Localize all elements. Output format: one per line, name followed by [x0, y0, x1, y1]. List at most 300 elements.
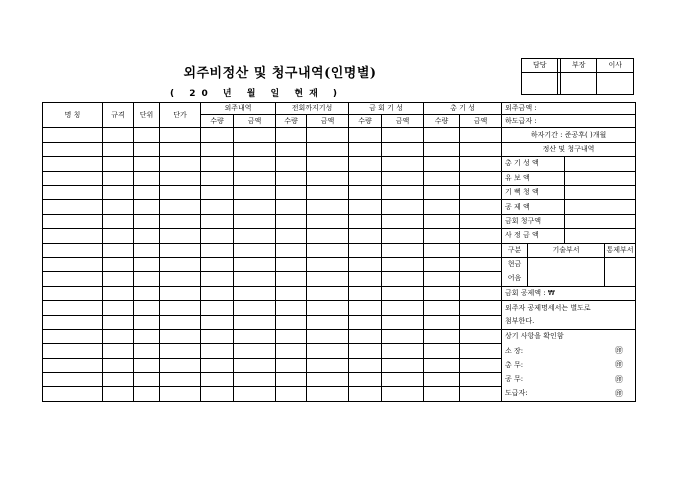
- entry-cell[interactable]: [276, 157, 307, 171]
- entry-cell[interactable]: [160, 142, 201, 156]
- column-header-name: 명 칭: [43, 103, 103, 128]
- settlement-row-label: 총 기 성 액: [502, 157, 565, 171]
- settlement-row-label: 유 보 액: [502, 171, 565, 185]
- entry-cell[interactable]: [201, 358, 234, 372]
- column-header-qty: 수량: [201, 115, 234, 128]
- entry-cell[interactable]: [460, 257, 502, 271]
- entry-cell[interactable]: [134, 214, 160, 228]
- entry-cell[interactable]: [201, 329, 234, 343]
- column-group-previous: 전회까지기성: [276, 103, 349, 115]
- table-row: [43, 142, 636, 156]
- entry-cell[interactable]: [234, 128, 276, 142]
- entry-cell[interactable]: [424, 358, 460, 372]
- table-row: [43, 329, 636, 343]
- entry-cell[interactable]: [234, 229, 276, 243]
- entry-cell[interactable]: [307, 243, 349, 257]
- entry-cell[interactable]: [276, 358, 307, 372]
- entry-cell[interactable]: [43, 329, 103, 343]
- entry-cell[interactable]: [160, 214, 201, 228]
- signer-label: 공 무:: [502, 373, 565, 387]
- column-group-current: 금 회 기 성: [349, 103, 424, 115]
- entry-cell[interactable]: [201, 286, 234, 300]
- entry-cell[interactable]: [134, 373, 160, 387]
- entry-cell[interactable]: [103, 200, 134, 214]
- entry-cell[interactable]: [307, 286, 349, 300]
- entry-cell[interactable]: [307, 315, 349, 329]
- entry-cell[interactable]: [134, 286, 160, 300]
- column-header-qty: 수량: [276, 115, 307, 128]
- entry-cell[interactable]: [134, 387, 160, 402]
- table-row: [43, 214, 636, 228]
- entry-cell[interactable]: [43, 315, 103, 329]
- entry-cell[interactable]: [234, 387, 276, 402]
- column-header-amount: 금액: [234, 115, 276, 128]
- entry-cell[interactable]: [424, 344, 460, 358]
- table-row: [43, 387, 636, 402]
- entry-cell[interactable]: [234, 157, 276, 171]
- column-header-amount: 금액: [460, 115, 502, 128]
- entry-cell[interactable]: [276, 171, 307, 185]
- entry-cell[interactable]: [201, 128, 234, 142]
- entry-cell[interactable]: [103, 272, 134, 286]
- entry-cell[interactable]: [424, 229, 460, 243]
- entry-cell[interactable]: [43, 171, 103, 185]
- entry-cell[interactable]: [424, 200, 460, 214]
- entry-cell[interactable]: [349, 243, 382, 257]
- entry-cell[interactable]: [276, 142, 307, 156]
- entry-cell[interactable]: [382, 315, 424, 329]
- settlement-row-value[interactable]: [565, 214, 636, 228]
- entry-cell[interactable]: [307, 142, 349, 156]
- entry-cell[interactable]: [307, 257, 349, 271]
- entry-cell[interactable]: [43, 257, 103, 271]
- entry-cell[interactable]: [103, 229, 134, 243]
- entry-cell[interactable]: [349, 286, 382, 300]
- entry-cell[interactable]: [349, 387, 382, 402]
- entry-cell[interactable]: [160, 344, 201, 358]
- entry-cell[interactable]: [234, 344, 276, 358]
- entry-cell[interactable]: [160, 329, 201, 343]
- approval-box: [521, 58, 634, 95]
- seal-icon: ㊞: [565, 387, 636, 402]
- approval-sign-cell[interactable]: [522, 73, 558, 95]
- entry-cell[interactable]: [160, 373, 201, 387]
- signer-label: 총 무:: [502, 358, 565, 372]
- entry-cell[interactable]: [307, 358, 349, 372]
- entry-cell[interactable]: [134, 171, 160, 185]
- column-header-qty: 수량: [349, 115, 382, 128]
- signer-label: 도급자:: [502, 387, 565, 402]
- settlement-table: [42, 102, 636, 402]
- entry-cell[interactable]: [103, 344, 134, 358]
- deadline-label: 하자기간 : 준공후( )개월: [502, 128, 636, 142]
- settlement-row-value[interactable]: [565, 229, 636, 243]
- entry-cell[interactable]: [43, 272, 103, 286]
- entry-cell[interactable]: [349, 142, 382, 156]
- table-row: [43, 286, 636, 300]
- entry-cell[interactable]: [160, 301, 201, 315]
- entry-cell[interactable]: [307, 229, 349, 243]
- entry-cell[interactable]: [234, 315, 276, 329]
- deduction-label: 금회 공제액 : ₩: [502, 286, 636, 300]
- entry-cell[interactable]: [234, 358, 276, 372]
- entry-cell[interactable]: [160, 358, 201, 372]
- entry-cell[interactable]: [201, 142, 234, 156]
- table-row: [43, 186, 636, 200]
- entry-cell[interactable]: [276, 387, 307, 402]
- settlement-row-value[interactable]: [565, 200, 636, 214]
- entry-cell[interactable]: [382, 387, 424, 402]
- entry-cell[interactable]: [43, 142, 103, 156]
- entry-cell[interactable]: [460, 344, 502, 358]
- signer-label: 소 장:: [502, 344, 565, 358]
- entry-cell[interactable]: [234, 257, 276, 271]
- entry-cell[interactable]: [349, 301, 382, 315]
- entry-cell[interactable]: [43, 128, 103, 142]
- entry-cell[interactable]: [424, 257, 460, 271]
- settlement-row-label: 금회 청구액: [502, 214, 565, 228]
- entry-cell[interactable]: [103, 214, 134, 228]
- entry-cell[interactable]: [349, 157, 382, 171]
- remark-line: 첨부한다.: [502, 315, 636, 329]
- entry-cell[interactable]: [201, 157, 234, 171]
- entry-cell[interactable]: [234, 142, 276, 156]
- entry-cell[interactable]: [460, 315, 502, 329]
- column-header-unit: 단위: [134, 103, 160, 128]
- table-row: [43, 301, 636, 315]
- entry-cell[interactable]: [103, 373, 134, 387]
- entry-cell[interactable]: [382, 128, 424, 142]
- entry-cell[interactable]: [349, 257, 382, 271]
- entry-cell[interactable]: [234, 214, 276, 228]
- control-dept-label: 통제부서: [605, 243, 636, 257]
- entry-cell[interactable]: [382, 200, 424, 214]
- entry-cell[interactable]: [307, 186, 349, 200]
- entry-cell[interactable]: [160, 257, 201, 271]
- subcontractor-label: 하도급자 :: [502, 115, 636, 128]
- entry-cell[interactable]: [276, 243, 307, 257]
- entry-cell[interactable]: [307, 387, 349, 402]
- entry-cell[interactable]: [276, 301, 307, 315]
- entry-cell[interactable]: [382, 157, 424, 171]
- entry-cell[interactable]: [349, 214, 382, 228]
- entry-cell[interactable]: [160, 200, 201, 214]
- table-row: [43, 157, 636, 171]
- entry-cell[interactable]: [103, 315, 134, 329]
- entry-cell[interactable]: [382, 272, 424, 286]
- entry-cell[interactable]: [234, 243, 276, 257]
- entry-cell[interactable]: [43, 344, 103, 358]
- entry-cell[interactable]: [201, 315, 234, 329]
- entry-cell[interactable]: [134, 301, 160, 315]
- entry-cell[interactable]: [103, 157, 134, 171]
- entry-cell[interactable]: [307, 373, 349, 387]
- entry-cell[interactable]: [276, 186, 307, 200]
- entry-cell[interactable]: [134, 157, 160, 171]
- entry-cell[interactable]: [103, 257, 134, 271]
- entry-cell[interactable]: [307, 171, 349, 185]
- entry-cell[interactable]: [460, 373, 502, 387]
- entry-cell[interactable]: [43, 229, 103, 243]
- entry-cell[interactable]: [349, 128, 382, 142]
- entry-cell[interactable]: [460, 157, 502, 171]
- entry-cell[interactable]: [382, 243, 424, 257]
- entry-cell[interactable]: [276, 272, 307, 286]
- entry-cell[interactable]: [460, 200, 502, 214]
- entry-cell[interactable]: [43, 200, 103, 214]
- entry-cell[interactable]: [424, 272, 460, 286]
- entry-cell[interactable]: [201, 214, 234, 228]
- entry-cell[interactable]: [103, 358, 134, 372]
- approval-label-manager: 부장: [560, 59, 596, 73]
- entry-cell[interactable]: [382, 142, 424, 156]
- entry-cell[interactable]: [460, 171, 502, 185]
- entry-cell[interactable]: [349, 358, 382, 372]
- document-date: ( 20 년 월 일 현재 ): [170, 89, 344, 99]
- entry-cell[interactable]: [460, 358, 502, 372]
- entry-cell[interactable]: [349, 272, 382, 286]
- entry-cell[interactable]: [160, 243, 201, 257]
- entry-cell[interactable]: [43, 286, 103, 300]
- entry-cell[interactable]: [234, 301, 276, 315]
- entry-cell[interactable]: [160, 157, 201, 171]
- entry-cell[interactable]: [424, 186, 460, 200]
- entry-cell[interactable]: [276, 214, 307, 228]
- table-row: [43, 358, 636, 372]
- entry-cell[interactable]: [201, 387, 234, 402]
- entry-cell[interactable]: [424, 301, 460, 315]
- entry-cell[interactable]: [134, 229, 160, 243]
- entry-cell[interactable]: [382, 373, 424, 387]
- entry-cell[interactable]: [103, 301, 134, 315]
- entry-cell[interactable]: [382, 286, 424, 300]
- column-header-amount: 금액: [307, 115, 349, 128]
- entry-cell[interactable]: [134, 243, 160, 257]
- entry-cell[interactable]: [460, 329, 502, 343]
- column-header-amount: 금액: [382, 115, 424, 128]
- entry-cell[interactable]: [460, 272, 502, 286]
- settlement-row-value[interactable]: [565, 186, 636, 200]
- entry-cell[interactable]: [234, 329, 276, 343]
- entry-cell[interactable]: [349, 171, 382, 185]
- entry-cell[interactable]: [307, 272, 349, 286]
- entry-cell[interactable]: [201, 257, 234, 271]
- settlement-row-value[interactable]: [565, 171, 636, 185]
- entry-cell[interactable]: [201, 301, 234, 315]
- entry-cell[interactable]: [234, 171, 276, 185]
- entry-cell[interactable]: [134, 186, 160, 200]
- tech-dept-sign[interactable]: [528, 257, 605, 286]
- entry-cell[interactable]: [43, 358, 103, 372]
- entry-cell[interactable]: [276, 329, 307, 343]
- entry-cell[interactable]: [424, 387, 460, 402]
- settlement-row-label: 기 뻑 청 액: [502, 186, 565, 200]
- entry-cell[interactable]: [103, 186, 134, 200]
- entry-cell[interactable]: [276, 257, 307, 271]
- entry-cell[interactable]: [307, 214, 349, 228]
- entry-cell[interactable]: [201, 344, 234, 358]
- entry-cell[interactable]: [160, 128, 201, 142]
- entry-cell[interactable]: [424, 315, 460, 329]
- entry-cell[interactable]: [382, 329, 424, 343]
- entry-cell[interactable]: [460, 243, 502, 257]
- entry-cell[interactable]: [103, 286, 134, 300]
- approval-sign-cell[interactable]: [597, 73, 634, 95]
- table-row: [43, 171, 636, 185]
- table-row: [43, 243, 636, 257]
- table-row: [43, 257, 636, 271]
- entry-cell[interactable]: [201, 200, 234, 214]
- entry-cell[interactable]: [349, 329, 382, 343]
- entry-cell[interactable]: [382, 301, 424, 315]
- control-dept-sign[interactable]: [605, 257, 636, 286]
- entry-cell[interactable]: [460, 214, 502, 228]
- entry-cell[interactable]: [201, 243, 234, 257]
- entry-cell[interactable]: [160, 315, 201, 329]
- entry-cell[interactable]: [201, 186, 234, 200]
- entry-cell[interactable]: [460, 128, 502, 142]
- entry-cell[interactable]: [424, 286, 460, 300]
- entry-cell[interactable]: [424, 171, 460, 185]
- entry-cell[interactable]: [160, 286, 201, 300]
- entry-cell[interactable]: [134, 315, 160, 329]
- entry-cell[interactable]: [103, 329, 134, 343]
- entry-cell[interactable]: [276, 128, 307, 142]
- entry-cell[interactable]: [349, 373, 382, 387]
- confirm-label: 상기 사항을 확인함: [502, 329, 636, 343]
- entry-cell[interactable]: [134, 142, 160, 156]
- entry-cell[interactable]: [234, 286, 276, 300]
- approval-sign-cell[interactable]: [560, 73, 596, 95]
- table-row: [43, 229, 636, 243]
- column-header-spec: 규격: [103, 103, 134, 128]
- entry-cell[interactable]: [103, 142, 134, 156]
- entry-cell[interactable]: [276, 344, 307, 358]
- settlement-row-value[interactable]: [565, 157, 636, 171]
- entry-cell[interactable]: [460, 387, 502, 402]
- entry-cell[interactable]: [234, 272, 276, 286]
- entry-cell[interactable]: [349, 315, 382, 329]
- remark-line: 외주자 공제명세서는 별도로: [502, 301, 636, 315]
- entry-cell[interactable]: [276, 229, 307, 243]
- entry-cell[interactable]: [201, 229, 234, 243]
- document-title: 외주비정산 및 청구내역(인명별): [183, 66, 377, 81]
- column-group-total: 총 기 성: [424, 103, 502, 115]
- entry-cell[interactable]: [43, 243, 103, 257]
- entry-cell[interactable]: [201, 272, 234, 286]
- entry-cell[interactable]: [460, 186, 502, 200]
- entry-cell[interactable]: [349, 200, 382, 214]
- entry-cell[interactable]: [349, 229, 382, 243]
- entry-cell[interactable]: [349, 344, 382, 358]
- entry-cell[interactable]: [424, 243, 460, 257]
- entry-cell[interactable]: [43, 157, 103, 171]
- entry-cell[interactable]: [424, 142, 460, 156]
- entry-cell[interactable]: [134, 272, 160, 286]
- table-row: [43, 344, 636, 358]
- settlement-header: 정산 및 청구내역: [502, 142, 636, 156]
- entry-cell[interactable]: [424, 128, 460, 142]
- entry-cell[interactable]: [234, 200, 276, 214]
- entry-cell[interactable]: [134, 200, 160, 214]
- entry-cell[interactable]: [134, 329, 160, 343]
- entry-cell[interactable]: [307, 200, 349, 214]
- entry-cell[interactable]: [382, 214, 424, 228]
- entry-cell[interactable]: [382, 257, 424, 271]
- entry-cell[interactable]: [43, 301, 103, 315]
- entry-cell[interactable]: [307, 329, 349, 343]
- entry-cell[interactable]: [307, 344, 349, 358]
- entry-cell[interactable]: [160, 272, 201, 286]
- table-row: [43, 200, 636, 214]
- entry-cell[interactable]: [276, 373, 307, 387]
- entry-cell[interactable]: [460, 142, 502, 156]
- entry-cell[interactable]: [160, 229, 201, 243]
- entry-cell[interactable]: [103, 387, 134, 402]
- seal-icon: ㊞: [565, 358, 636, 372]
- entry-cell[interactable]: [103, 128, 134, 142]
- entry-cell[interactable]: [160, 186, 201, 200]
- entry-cell[interactable]: [424, 214, 460, 228]
- entry-cell[interactable]: [382, 344, 424, 358]
- entry-cell[interactable]: [276, 200, 307, 214]
- entry-cell[interactable]: [382, 358, 424, 372]
- entry-cell[interactable]: [307, 301, 349, 315]
- entry-cell[interactable]: [43, 186, 103, 200]
- column-header-qty: 수량: [424, 115, 460, 128]
- entry-cell[interactable]: [424, 373, 460, 387]
- entry-cell[interactable]: [234, 373, 276, 387]
- entry-cell[interactable]: [103, 171, 134, 185]
- entry-cell[interactable]: [103, 243, 134, 257]
- entry-cell[interactable]: [43, 214, 103, 228]
- entry-cell[interactable]: [460, 229, 502, 243]
- entry-cell[interactable]: [307, 157, 349, 171]
- entry-cell[interactable]: [382, 229, 424, 243]
- entry-cell[interactable]: [43, 387, 103, 402]
- settlement-row-label: 공 제 액: [502, 200, 565, 214]
- entry-cell[interactable]: [201, 171, 234, 185]
- entry-cell[interactable]: [382, 186, 424, 200]
- entry-cell[interactable]: [160, 171, 201, 185]
- entry-cell[interactable]: [134, 128, 160, 142]
- entry-cell[interactable]: [382, 171, 424, 185]
- entry-cell[interactable]: [460, 301, 502, 315]
- bill-label: 어음: [502, 272, 528, 286]
- entry-cell[interactable]: [460, 286, 502, 300]
- entry-cell[interactable]: [349, 186, 382, 200]
- entry-cell[interactable]: [160, 387, 201, 402]
- settlement-row-label: 사 정 금 액: [502, 229, 565, 243]
- entry-cell[interactable]: [134, 344, 160, 358]
- seal-icon: ㊞: [565, 373, 636, 387]
- entry-cell[interactable]: [424, 329, 460, 343]
- entry-cell[interactable]: [43, 373, 103, 387]
- entry-cell[interactable]: [307, 128, 349, 142]
- entry-cell[interactable]: [276, 286, 307, 300]
- cash-label: 현금: [502, 257, 528, 271]
- column-group-outsourcing: 외주내역: [201, 103, 276, 115]
- entry-cell[interactable]: [201, 373, 234, 387]
- contract-amount-label: 외주금액 :: [502, 103, 636, 115]
- seal-icon: ㊞: [565, 344, 636, 358]
- entry-cell[interactable]: [234, 186, 276, 200]
- entry-cell[interactable]: [134, 257, 160, 271]
- entry-cell[interactable]: [424, 157, 460, 171]
- entry-cell[interactable]: [276, 315, 307, 329]
- entry-cell[interactable]: [134, 358, 160, 372]
- approval-label-staff: 담당: [522, 59, 558, 73]
